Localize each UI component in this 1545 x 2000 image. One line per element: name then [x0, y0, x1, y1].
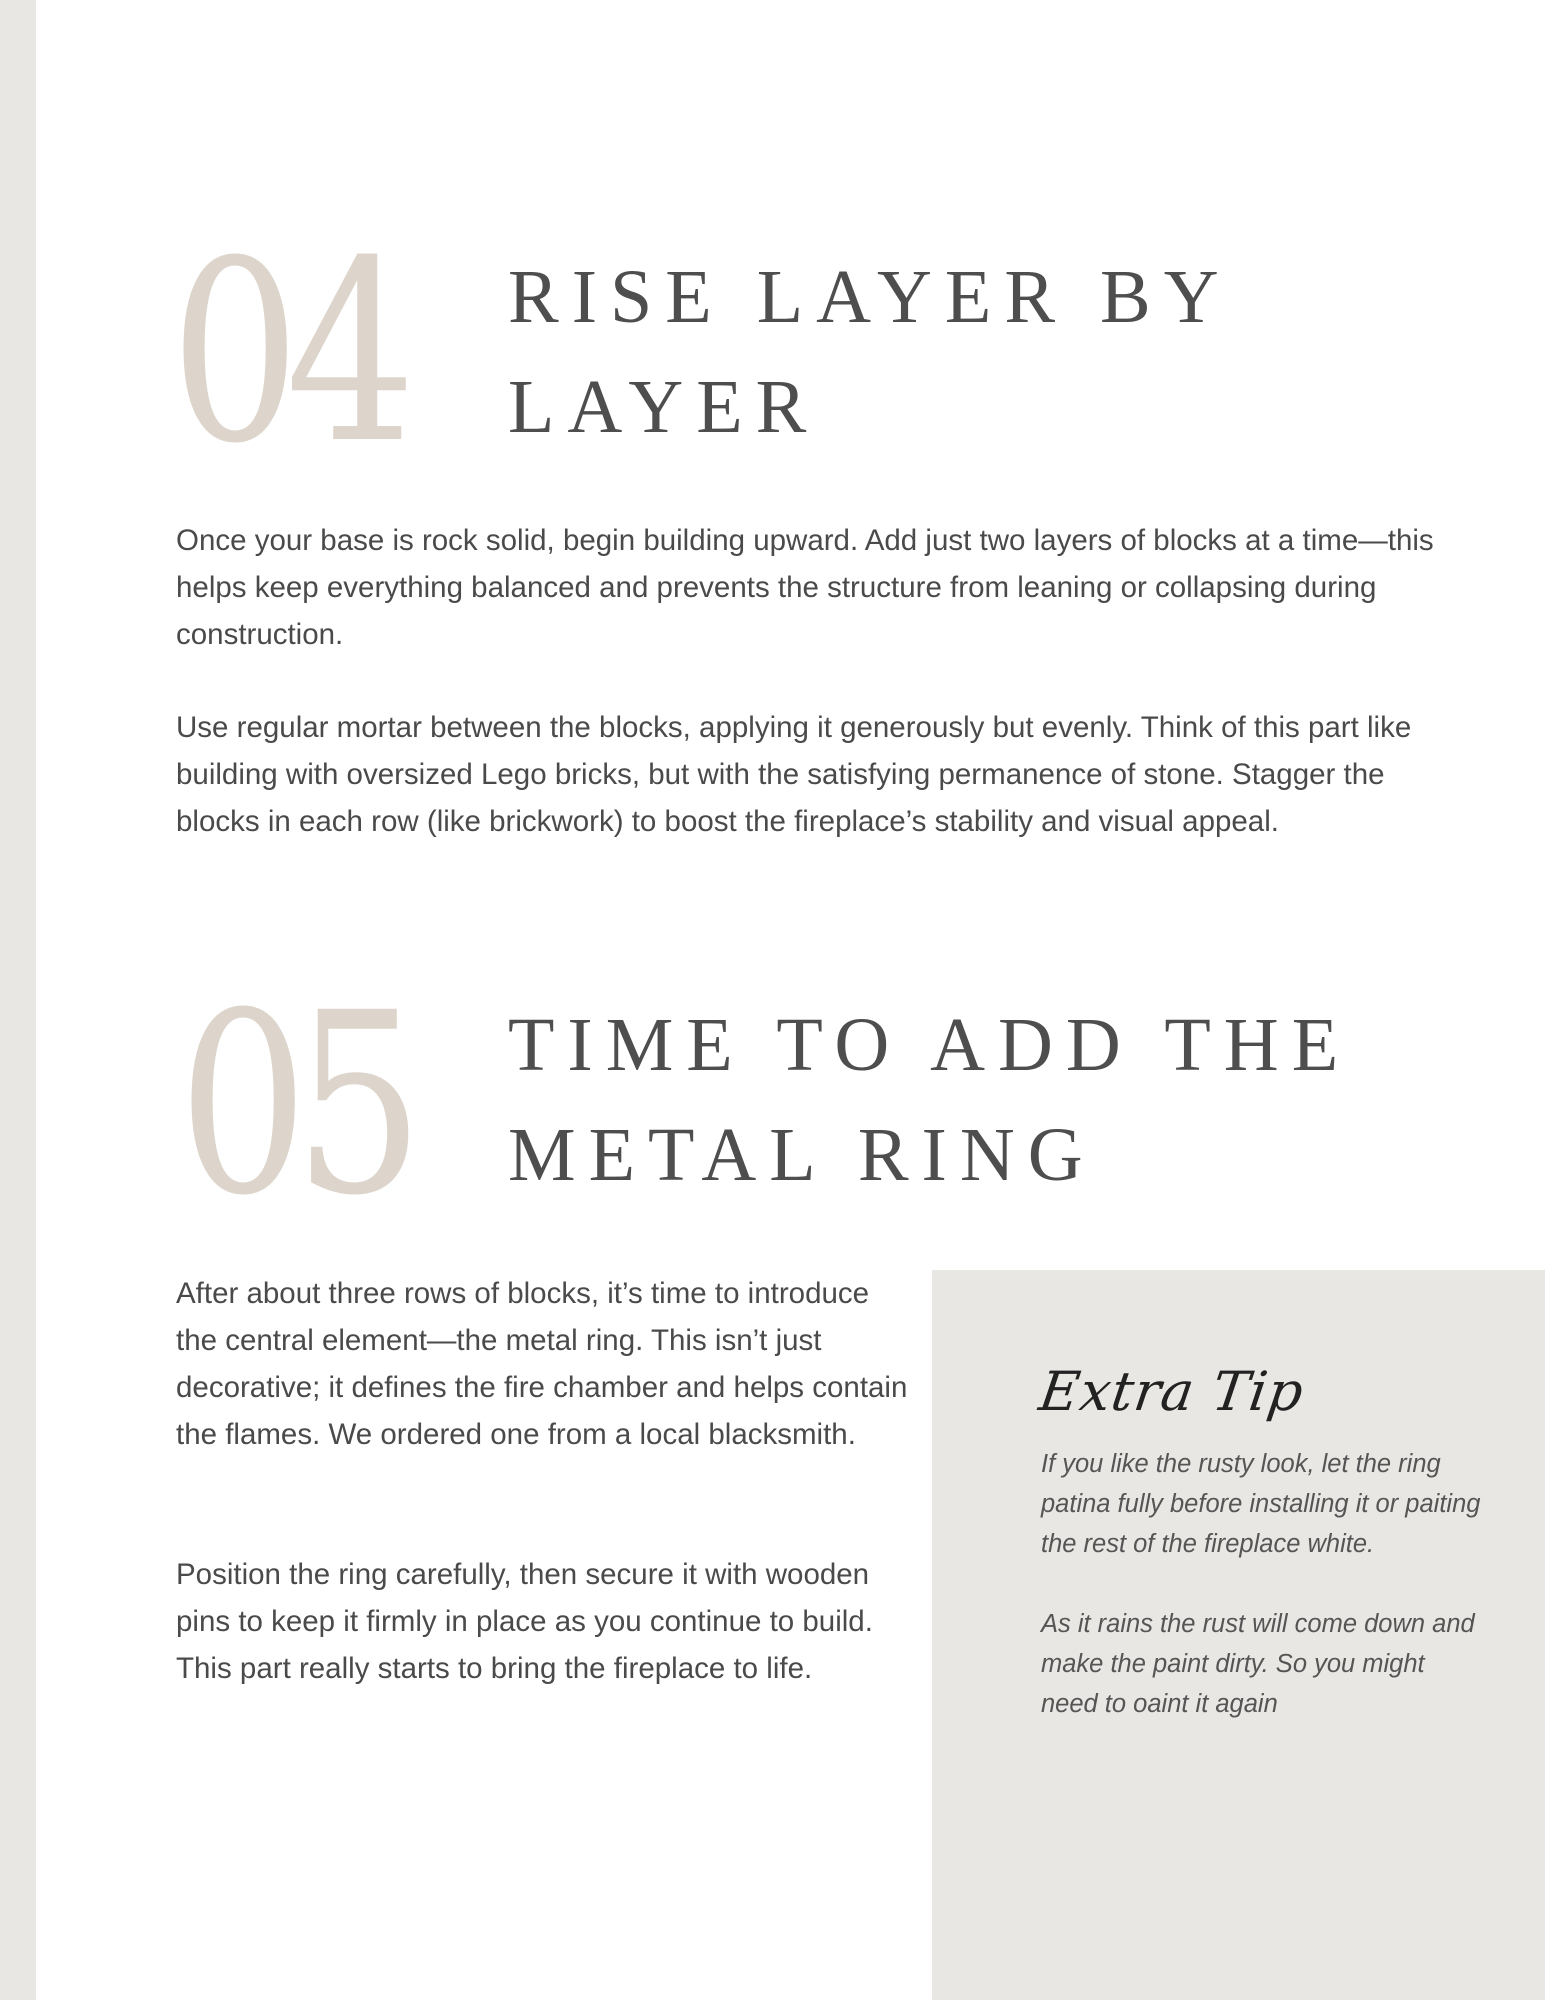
section-05-title-line-2: METAL RING — [508, 1113, 1096, 1197]
section-04-paragraph-2: Use regular mortar between the blocks, applying it generously but evenly. Think of this part like building with oversized Lego bricks, but with the satisfying permanence of stone. Stagger the blocks in each row (like brickwork) to boost the fireplace’s stability and visual appeal. — [176, 711, 1412, 838]
section-05-title — [508, 990, 1351, 1210]
section-04-title-line-2: LAYER — [508, 365, 820, 449]
extra-tip-paragraph-2: As it rains the rust will come down and make the paint dirty. So you might need to oaint it again — [1041, 1610, 1475, 1718]
extra-tip-heading: Extra Tip — [1035, 1360, 1309, 1423]
section-04-paragraph-1: Once your base is rock solid, begin building upward. Add just two layers of blocks at a time—this helps keep everything balanced and prevents the structure from leaning or collapsing during construction. — [176, 524, 1434, 651]
step-number-04: 04 — [170, 207, 402, 498]
extra-tip-paragraph-1: If you like the rusty look, let the ring patina fully before installing it or paiting the rest of the fireplace white. — [1041, 1450, 1481, 1558]
section-04-title-line-1: RISE LAYER BY — [508, 255, 1232, 339]
left-margin-strip — [0, 0, 36, 2000]
section-05-paragraph-2: Position the ring carefully, then secure it with wooden pins to keep it firmly in place as you continue to build. This part really starts to bring the fireplace to life. — [176, 1558, 873, 1685]
step-number-05: 05 — [178, 959, 410, 1250]
section-05-title-line-1: TIME TO ADD THE — [508, 1003, 1352, 1087]
extra-tip-panel — [932, 1270, 1545, 2000]
section-04-title — [508, 242, 1232, 462]
section-05-paragraph-1: After about three rows of blocks, it’s time to introduce the central element—the metal ring. This isn’t just decorative; it defines the fire chamber and helps contain the flames. We ordered one from a local blacksmith. — [176, 1277, 908, 1451]
